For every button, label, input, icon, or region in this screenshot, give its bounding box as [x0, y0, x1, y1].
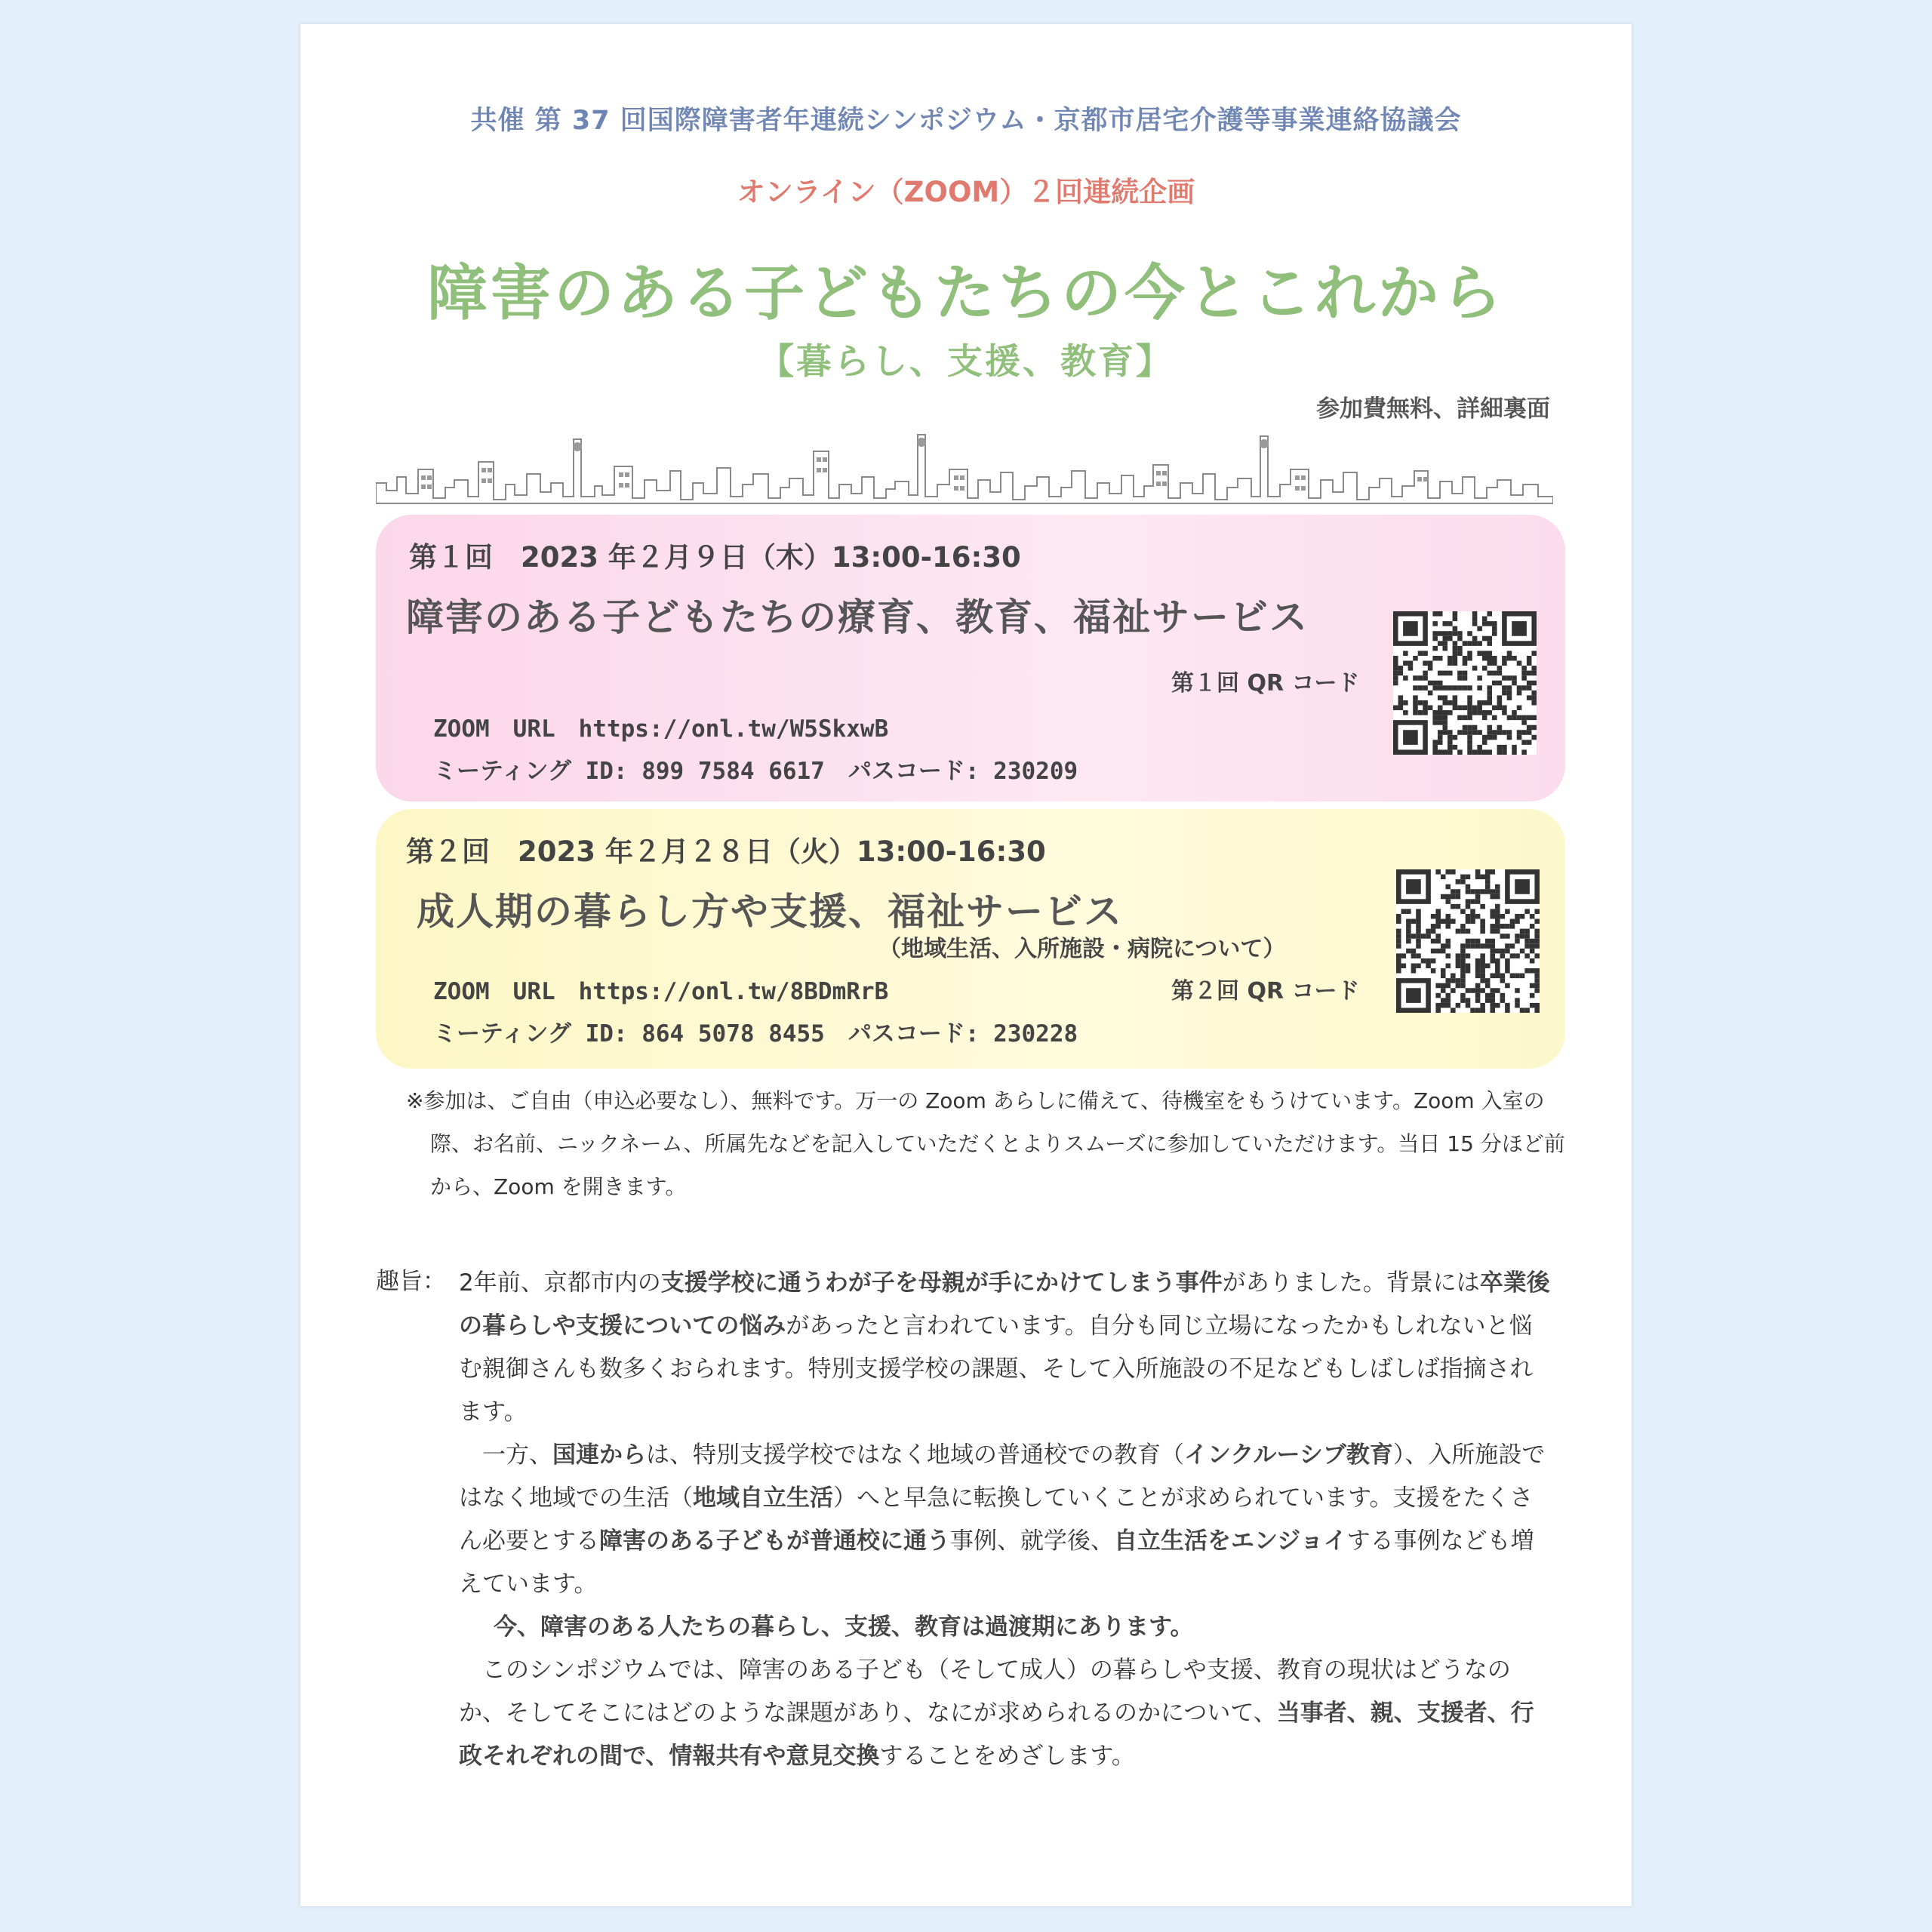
purpose-emphasis: 支援学校に通うわが子を母親が手にかけてしまう事件 [660, 1269, 1223, 1297]
session-2-zoom-url[interactable]: ZOOM URL https://onl.tw/8BDmRrB [433, 978, 889, 1005]
fee-note: 参加費無料、詳細裏面 [1316, 395, 1550, 423]
purpose-text: する事例なども増えています。 [459, 1527, 1534, 1598]
session-1-zoom-url[interactable]: ZOOM URL https://onl.tw/W5SkxwB [433, 715, 889, 743]
purpose-emphasis: 国連から [552, 1441, 646, 1469]
notice-line-2: 際、お名前、ニックネーム、所属先などを記入していただくとよりスムーズに参加していただけます。当日 15 分ほど前 [430, 1131, 1565, 1156]
purpose-emphasis: インクルーシブ教育 [1184, 1441, 1393, 1469]
purpose-emphasis: 自立生活をエンジョイ [1114, 1527, 1347, 1555]
purpose-paragraph-2 [459, 1434, 1552, 1606]
session-1-meeting-info: ミーティング ID: 899 7584 6617 パスコード: 230209 [433, 758, 1078, 785]
purpose-text: 2年前、京都市内の [459, 1269, 661, 1297]
qr-code-session2[interactable] [1396, 869, 1540, 1013]
main-title: 障害のある子どもたちの今とこれから [427, 258, 1505, 328]
purpose-emphasis: 卒業後の暮らしや支援についての悩み [459, 1269, 1550, 1340]
purpose-emphasis: 障害のある子どもが普通校に通う [599, 1527, 950, 1555]
purpose-body [459, 1262, 1552, 1778]
purpose-text: があったと言われています。自分も同じ立場になったかもしれないと悩む親御さんも数多くおられます。特別支援学校の課題、そして入所施設の不足などもしばしば指摘されます。 [459, 1312, 1534, 1426]
session-1-panel [376, 515, 1565, 801]
purpose-text: することをめざします。 [879, 1743, 1135, 1770]
purpose-text: ）へと早急に転換していくことが求められています。支援をたくさん必要とする [459, 1484, 1534, 1555]
purpose-paragraph-3: 今、障害のある人たちの暮らし、支援、教育は過渡期にあります。 [494, 1614, 1194, 1641]
session-2-qr-label: 第２回 QR コード [1171, 978, 1360, 1004]
session-2-panel [376, 809, 1565, 1069]
flyer-page [300, 24, 1632, 1906]
session-2-note: （地域生活、入所施設・病院について） [878, 936, 1286, 962]
sub-title: 【暮らし、支援、教育】 [758, 341, 1174, 383]
notice-line-1: ※参加は、ご自由（申込必要なし）、無料です。万一の Zoom あらしに備えて、待機室をもうけています。Zoom 入室の [406, 1088, 1545, 1113]
online-label: オンライン（ZOOM）２回連続企画 [737, 176, 1195, 208]
session-1-qr-label: 第１回 QR コード [1171, 670, 1360, 697]
purpose-text: 一方、 [482, 1441, 552, 1469]
session-2-heading: 第２回 2023 年２月２８日（火）13:00-16:30 [406, 835, 1046, 868]
session-2-title: 成人期の暮らし方や支援、福祉サービス [417, 890, 1123, 934]
city-skyline-illustration [376, 424, 1553, 507]
session-1-title: 障害のある子どもたちの療育、教育、福祉サービス [406, 595, 1309, 639]
purpose-text: このシンポジウムでは、障害のある子ども（そして成人）の暮らしや支援、教育の現状はどうなのか、そしてそこにはどのような課題があり、なにが求められるのかについて、 [459, 1657, 1511, 1727]
purpose-paragraph-4 [459, 1649, 1552, 1778]
purpose-emphasis: 当事者、親、支援者、行政それぞれの間で、情報共有や意見交換 [459, 1700, 1534, 1770]
purpose-text: ）、入所施設ではなく地域での生活（ [459, 1441, 1546, 1512]
purpose-emphasis: 地域自立生活 [693, 1484, 833, 1512]
purpose-label: 趣旨： [376, 1268, 446, 1295]
qr-code-session1[interactable] [1393, 611, 1537, 755]
organizers-line: 共催 第 37 回国際障害者年連続シンポジウム・京都市居宅介護等事業連絡協議会 [470, 106, 1462, 136]
session-2-meeting-info: ミーティング ID: 864 5078 8455 パスコード: 230228 [433, 1020, 1078, 1048]
notice-line-3: から、Zoom を開きます。 [430, 1174, 687, 1199]
purpose-paragraph-1 [459, 1262, 1552, 1434]
purpose-text: 事例、就学後、 [950, 1527, 1114, 1555]
session-1-heading: 第１回 2023 年２月９日（木）13:00-16:30 [409, 541, 1021, 574]
purpose-text: がありました。背景には [1222, 1269, 1480, 1297]
purpose-text: は、特別支援学校ではなく地域の普通校での教育（ [646, 1441, 1184, 1469]
participation-notice [406, 1079, 1576, 1208]
